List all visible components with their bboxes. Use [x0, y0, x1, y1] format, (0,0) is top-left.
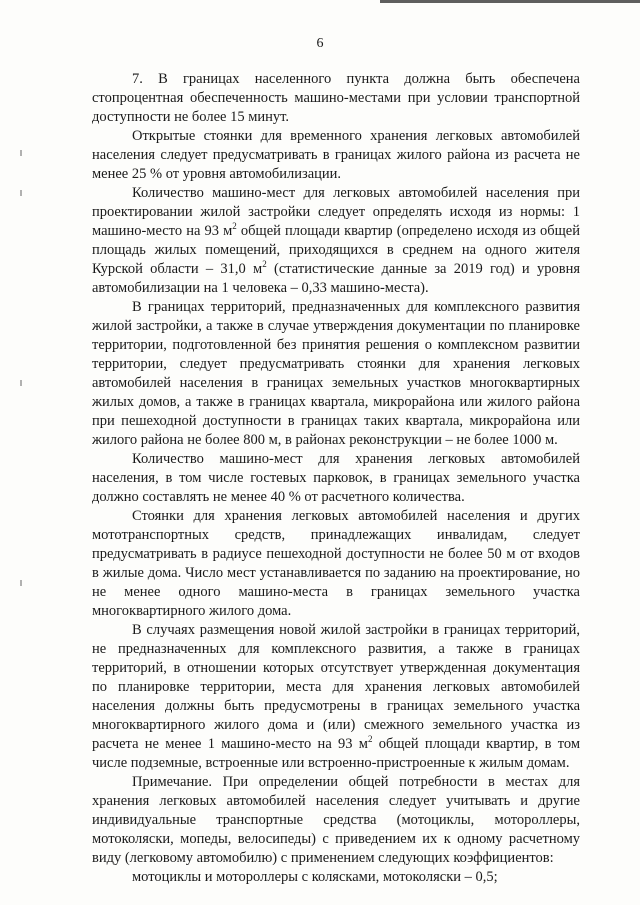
scan-edge-line: [380, 0, 640, 3]
paragraph-7: [92, 621, 580, 773]
paragraph-5: Количество машино-мест для хранения легковых автомобилей населения, в том числе гостевых парковок, в границах земельного участка должно составлять не менее 40 % от расчетного количества.: [92, 451, 580, 505]
superscript: 2: [232, 221, 237, 232]
page-number: 6: [316, 36, 324, 51]
paragraph-6: Стоянки для хранения легковых автомобилей населения и других мототранспортных средств, принадлежащих инвалидам, следует предусматривать в радиусе пешеходной доступности не более 50 м от входов в жилые дома. Число мест устанавливается по заданию на проектирование, но не менее одного машино-места в границах земельного участка многоквартирного жилого дома.: [92, 508, 580, 619]
superscript: 2: [367, 734, 373, 745]
scan-mark: [20, 150, 22, 156]
paragraph-3-part-a: Количество машино-мест для легковых автомобилей населения при проектировании жилой застройки следует определять исходя из нормы: 1 машино-место на 93 м: [92, 185, 580, 239]
scan-mark: [20, 190, 22, 196]
paragraph-2: Открытые стоянки для временного хранения легковых автомобилей населения следует предусматривать в границах жилого района из расчета не менее 25 % от уровня автомобилизации.: [92, 128, 580, 182]
superscript: 2: [262, 259, 267, 270]
document-body: [92, 70, 580, 887]
paragraph-3: [92, 184, 580, 298]
scan-margin-marks: [20, 150, 26, 650]
paragraph-coefficient-item: мотоциклы и мотороллеры с колясками, мотоколяски – 0,5;: [132, 869, 498, 885]
paragraph-3-part-c: (статистические данные за 2019 год) и уровня автомобилизации на 1 человека – 0,33 машино-места).: [92, 261, 581, 296]
paragraph-7-part-a: В случаях размещения новой жилой застройки в границах территорий, не предназначенных для комплексного развития, а также в границах территорий, в отношении которых отсутствует утвержденная документация по планировке территории, места для хранения легковых автомобилей населения должны быть предусмотрены в границах земельного участка многоквартирного жилого дома и (или) смежного земельного участка из расчета не менее 1 машино-место на 93 м: [92, 622, 580, 752]
paragraph-note: Примечание. При определении общей потребности в местах для хранения легковых автомобилей населения следует учитывать и другие индивидуальные транспортные средства (мотоциклы, мотороллеры, мотоколяски, мопеды, велосипеды) с приведением их к одному расчетному виду (легковому автомобилю) с применением следующих коэффициентов:: [92, 774, 580, 866]
paragraph-1: 7. В границах населенного пункта должна быть обеспечена стопроцентная обеспеченность машино-местами при условии транспортной доступности не более 15 минут.: [92, 71, 580, 125]
paragraph-3-part-b: общей площади квартир (определено исходя из общей площадь жилых помещений, приходящихся в среднем на одного жителя Курской области – 31,0 м: [92, 223, 580, 277]
paragraph-7-part-b: общей площади квартир, в том числе подземные, встроенные или встроенно-пристроенные к жилым домам.: [92, 736, 580, 771]
scan-mark: [20, 380, 22, 386]
paragraph-4: В границах территорий, предназначенных для комплексного развития жилой застройки, а также в случае утверждения документации по планировке территории, подготовленной без принятия решения о комплексном развитии территории, следует предусматривать стоянки для хранения легковых автомобилей населения в границах земельных участков многоквартирных жилых домов, а также в границах квартала, микрорайона или жилого района при пешеходной доступности в границах таких квартала, микрорайона или жилого района не более 800 м, в районах реконструкции – не более 1000 м.: [92, 299, 580, 448]
scan-mark: [20, 580, 22, 586]
